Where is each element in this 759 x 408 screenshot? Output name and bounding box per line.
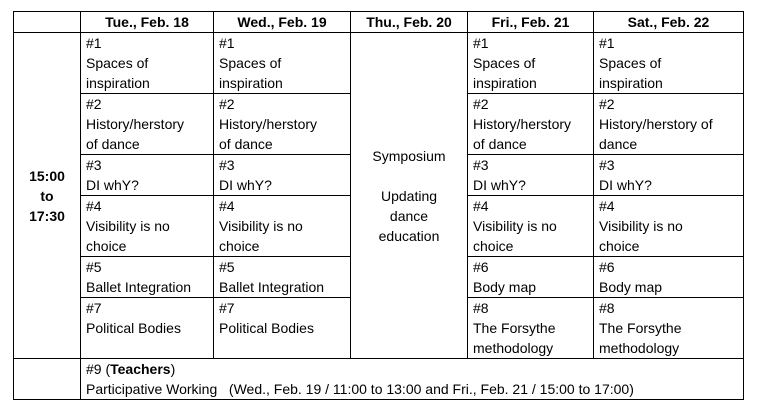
session-title-line: Visibility is no bbox=[86, 218, 170, 234]
session-title-line: Visibility is no bbox=[219, 218, 303, 234]
teachers-label: Teachers bbox=[110, 361, 171, 377]
session-cell-fri bbox=[468, 94, 594, 155]
session-title-line: choice bbox=[473, 238, 514, 254]
session-cell-fri bbox=[468, 257, 594, 298]
session-cell-tue bbox=[81, 155, 214, 196]
session-title-line: choice bbox=[599, 238, 640, 254]
time-start: 15:00 bbox=[29, 167, 65, 184]
session-number: #7 bbox=[219, 300, 235, 316]
gap bbox=[351, 166, 467, 186]
session-cell-fri bbox=[468, 155, 594, 196]
time-to: to bbox=[40, 187, 54, 204]
session-title-line: dance bbox=[599, 136, 638, 152]
teachers-time-cell bbox=[14, 359, 81, 400]
session-number: #5 bbox=[86, 259, 102, 275]
session-title-line: DI whY? bbox=[599, 177, 652, 193]
session-title-line: Visibility is no bbox=[473, 218, 557, 234]
session-number: #4 bbox=[219, 198, 235, 214]
session-number: #5 bbox=[219, 259, 235, 275]
time-slot-cell bbox=[14, 33, 81, 359]
day-header-sat: Sat., Feb. 22 bbox=[594, 12, 744, 33]
session-cell-wed bbox=[214, 196, 351, 257]
day-header-tue: Tue., Feb. 18 bbox=[81, 12, 214, 33]
corner-cell bbox=[14, 12, 81, 33]
symposium-cell bbox=[351, 33, 468, 359]
session-number: #8 bbox=[599, 300, 615, 316]
session-cell-fri bbox=[468, 33, 594, 94]
teachers-cell bbox=[81, 359, 744, 400]
session-number: #2 bbox=[86, 96, 102, 112]
session-number: #6 bbox=[473, 259, 489, 275]
schedule-table bbox=[13, 11, 744, 400]
symposium-line: Updating bbox=[380, 187, 438, 204]
session-number: #7 bbox=[86, 300, 102, 316]
session-cell-wed bbox=[214, 298, 351, 359]
session-number: #2 bbox=[219, 96, 235, 112]
session-title-line: Political Bodies bbox=[219, 320, 314, 336]
session-title-line: Spaces of bbox=[599, 55, 662, 71]
session-title-line: inspiration bbox=[86, 75, 150, 91]
day-header-wed: Wed., Feb. 19 bbox=[214, 12, 351, 33]
session-title-line: of dance bbox=[219, 136, 273, 152]
session-title-line: Spaces of bbox=[473, 55, 536, 71]
session-number: #3 bbox=[599, 157, 615, 173]
symposium-line: education bbox=[378, 227, 440, 244]
session-title-line: inspiration bbox=[473, 75, 537, 91]
session-cell-sat bbox=[594, 257, 744, 298]
session-number: #3 bbox=[86, 157, 102, 173]
session-number: #2 bbox=[599, 96, 615, 112]
session-cell-sat bbox=[594, 196, 744, 257]
session-title-line: The Forsythe bbox=[599, 320, 682, 336]
session-number: #1 bbox=[599, 35, 615, 51]
session-title-line: Body map bbox=[473, 279, 537, 295]
day-header-thu: Thu., Feb. 20 bbox=[351, 12, 468, 33]
session-title-line: History/herstory of bbox=[599, 116, 713, 132]
session-title-line: Ballet Integration bbox=[219, 279, 325, 295]
session-title-line: Ballet Integration bbox=[86, 279, 192, 295]
session-number: #4 bbox=[599, 198, 615, 214]
session-title-line: methodology bbox=[473, 340, 554, 356]
header-row bbox=[14, 12, 744, 33]
session-title-line: Visibility is no bbox=[599, 218, 683, 234]
session-cell-fri bbox=[468, 298, 594, 359]
session-row bbox=[14, 33, 744, 94]
symposium-title: Symposium bbox=[372, 147, 446, 164]
session-title-line: inspiration bbox=[599, 75, 663, 91]
session-title-line: choice bbox=[219, 238, 260, 254]
session-title-line: History/herstory bbox=[473, 116, 572, 132]
session-title-line: of dance bbox=[473, 136, 527, 152]
session-cell-wed bbox=[214, 33, 351, 94]
session-cell-tue bbox=[81, 33, 214, 94]
session-cell-tue bbox=[81, 94, 214, 155]
session-title-line: History/herstory bbox=[219, 116, 318, 132]
session-cell-tue bbox=[81, 257, 214, 298]
session-number: #1 bbox=[219, 35, 235, 51]
session-cell-sat bbox=[594, 94, 744, 155]
session-number: #3 bbox=[219, 157, 235, 173]
session-cell-tue bbox=[81, 196, 214, 257]
session-number: #4 bbox=[86, 198, 102, 214]
session-title-line: choice bbox=[86, 238, 127, 254]
teachers-number: #9 ( bbox=[86, 361, 111, 377]
session-cell-sat bbox=[594, 155, 744, 196]
session-title-line: DI whY? bbox=[219, 177, 272, 193]
session-cell-fri bbox=[468, 196, 594, 257]
session-title-line: DI whY? bbox=[86, 177, 139, 193]
teachers-row bbox=[14, 359, 744, 400]
session-number: #1 bbox=[86, 35, 102, 51]
session-title-line: Spaces of bbox=[86, 55, 149, 71]
teachers-close: ) bbox=[170, 361, 176, 377]
time-end: 17:30 bbox=[29, 207, 65, 224]
session-title-line: History/herstory bbox=[86, 116, 185, 132]
session-title-line: DI whY? bbox=[473, 177, 526, 193]
symposium-line: dance bbox=[389, 207, 429, 224]
session-title-line: Spaces of bbox=[219, 55, 282, 71]
session-title-line: Body map bbox=[599, 279, 663, 295]
session-cell-wed bbox=[214, 94, 351, 155]
session-number: #3 bbox=[473, 157, 489, 173]
session-title-line: Political Bodies bbox=[86, 320, 181, 336]
day-header-fri: Fri., Feb. 21 bbox=[468, 12, 594, 33]
session-title-line: The Forsythe bbox=[473, 320, 556, 336]
session-cell-sat bbox=[594, 33, 744, 94]
session-title-line: methodology bbox=[599, 340, 680, 356]
session-cell-wed bbox=[214, 155, 351, 196]
session-title-line: of dance bbox=[86, 136, 140, 152]
session-cell-tue bbox=[81, 298, 214, 359]
session-number: #1 bbox=[473, 35, 489, 51]
session-cell-wed bbox=[214, 257, 351, 298]
session-number: #4 bbox=[473, 198, 489, 214]
teachers-detail: Participative Working (Wed., Feb. 19 / 11:00 to 13:00 and Fri., Feb. 21 / 15:00 to 17:00) bbox=[86, 381, 634, 397]
session-number: #8 bbox=[473, 300, 489, 316]
session-number: #2 bbox=[473, 96, 489, 112]
session-number: #6 bbox=[599, 259, 615, 275]
session-title-line: inspiration bbox=[219, 75, 283, 91]
session-cell-sat bbox=[594, 298, 744, 359]
